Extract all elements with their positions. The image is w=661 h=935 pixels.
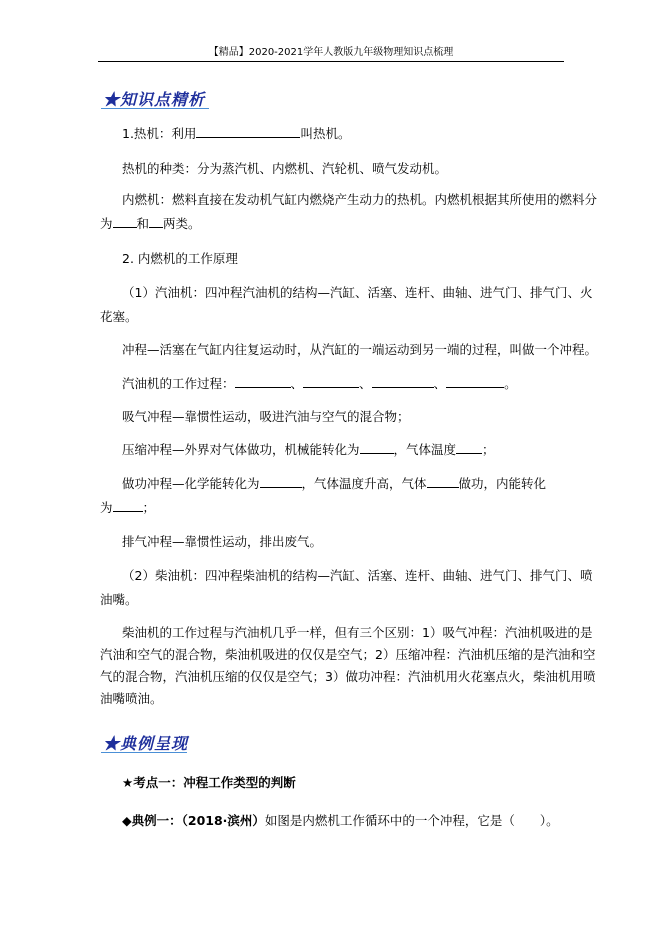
paragraph-power-stroke-2: 为 ； [100, 500, 156, 515]
example-source: （2018·滨州） [181, 813, 265, 828]
test-point-heading: ★考点一：冲程工作类型的判断 [122, 775, 296, 790]
paragraph-diesel-difference-2: 汽油和空气的混合物，柴油机吸进的仅仅是空气；2）压缩冲程：汽油机压缩的是汽油和空 [100, 647, 596, 662]
header-title: 【精品】2020-2021学年人教版九年级物理知识点梳理 [208, 47, 454, 58]
section-title-underline [101, 752, 187, 753]
fill-blank [427, 474, 459, 488]
example-label: ◆典例一： [122, 813, 182, 828]
paragraph-diesel-difference-4: 油嘴喷油。 [100, 691, 163, 706]
paragraph-internal-combustion-2: 为 和 两类。 [100, 216, 201, 231]
example-text: 如图是内燃机工作循环中的一个冲程，它是（ ）。 [264, 813, 559, 828]
paragraph-working-principle-heading: 2. 内燃机的工作原理 [122, 251, 238, 266]
paragraph-diesel-difference-1: 柴油机的工作过程与汽油机几乎一样，但有三个区别：1）吸气冲程：汽油机吸进的是 [122, 625, 593, 640]
paragraph-compression-stroke: 压缩冲程—外界对气体做功，机械能转化为 ，气体温度 ； [122, 442, 495, 457]
paragraph-stroke-definition: 冲程—活塞在气缸内往复运动时，从汽缸的一端运动到另一端的过程，叫做一个冲程。 [122, 342, 598, 357]
paragraph-gasoline-engine-structure-1: （1）汽油机：四冲程汽油机的结构—汽缸、活塞、连杆、曲轴、进气门、排气门、火 [122, 285, 593, 300]
paragraph-gasoline-engine-structure-2: 花塞。 [100, 309, 138, 324]
section-title-knowledge: ★知识点精析 [103, 90, 206, 109]
fill-blank [303, 374, 359, 388]
section-title-examples: ★典例呈现 [103, 734, 189, 753]
paragraph-diesel-engine-structure-1: （2）柴油机：四冲程柴油机的结构—汽缸、活塞、连杆、曲轴、进气门、排气门、喷 [122, 568, 593, 583]
paragraph-heat-engine-types: 热机的种类：分为蒸汽机、内燃机、汽轮机、喷气发动机。 [122, 161, 448, 176]
fill-blank [360, 440, 394, 454]
header-rule [98, 61, 564, 62]
fill-blank [372, 374, 434, 388]
fill-blank [456, 440, 482, 454]
fill-blank [260, 474, 302, 488]
paragraph-exhaust-stroke: 排气冲程—靠惯性运动，排出废气。 [122, 534, 323, 549]
paragraph-diesel-engine-structure-2: 油嘴。 [100, 592, 138, 607]
paragraph-gasoline-process: 汽油机的工作过程： 、 、 、 。 [122, 376, 517, 391]
fill-blank [235, 374, 291, 388]
fill-blank [149, 214, 163, 228]
fill-blank [113, 214, 137, 228]
paragraph-diesel-difference-3: 气的混合物，汽油机压缩的仅仅是空气；3）做功冲程：汽油机用火花塞点火，柴油机用喷 [100, 669, 596, 684]
paragraph-heat-engine-definition: 1.热机：利用 叫热机。 [122, 126, 351, 141]
paragraph-internal-combustion-1: 内燃机：燃料直接在发动机气缸内燃烧产生动力的热机。内燃机根据其所使用的燃料分 [122, 192, 598, 207]
fill-blank [113, 498, 143, 512]
fill-blank [446, 374, 504, 388]
fill-blank [196, 124, 300, 138]
example-question [122, 809, 562, 833]
paragraph-power-stroke-1: 做功冲程—化学能转化为 ，气体温度升高，气体 做功，内能转化 [122, 476, 547, 491]
paragraph-intake-stroke: 吸气冲程—靠惯性运动，吸进汽油与空气的混合物； [122, 409, 410, 424]
section-title-underline [101, 108, 209, 109]
